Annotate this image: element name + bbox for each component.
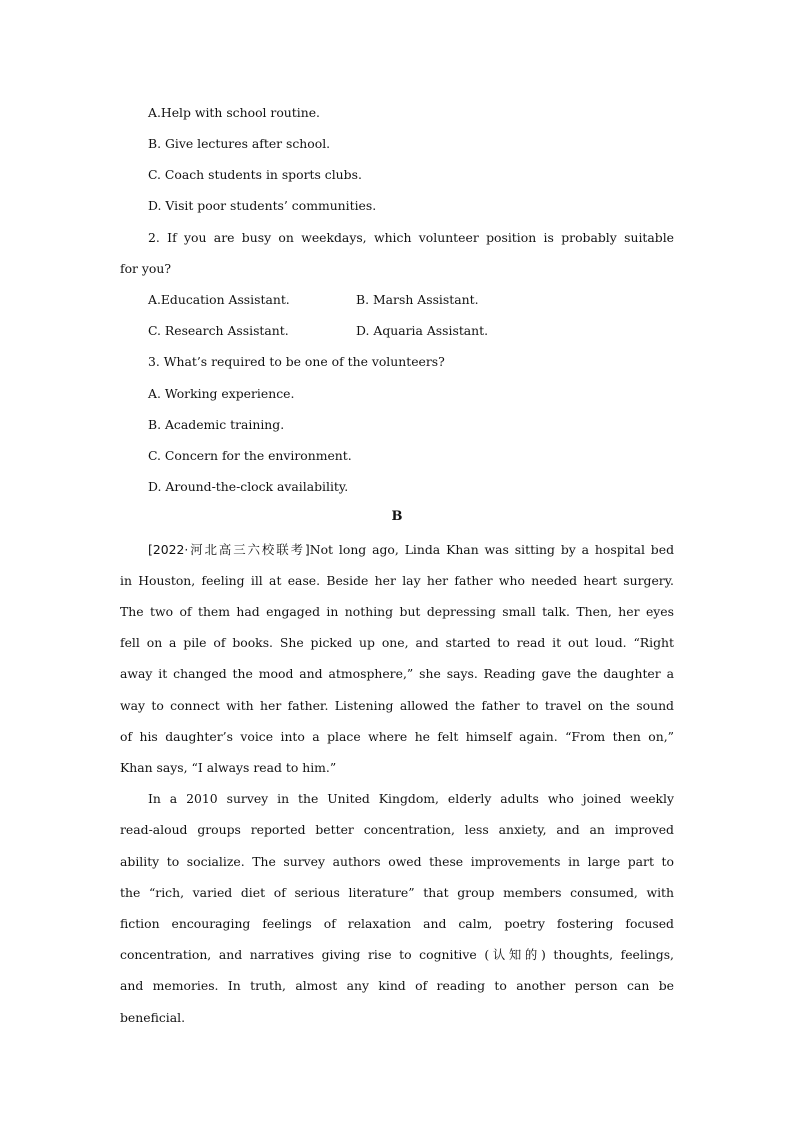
q2-option-c: C. Research Assistant.: [148, 323, 289, 338]
passage-para2-line3: ability to socialize. The survey authors owed these improvements in large part to: [120, 854, 674, 869]
q1-option-d: D. Visit poor students’ communities.: [148, 198, 377, 213]
passage-para1-line3: The two of them had engaged in nothing but depressing small talk. Then, her eyes: [120, 604, 674, 619]
passage-para2-line6: concentration, and narratives giving rise to cognitive (认知的) thoughts, feelings,: [120, 947, 674, 962]
passage-para1-text: Not long ago, Linda Khan was sitting by a hospital bed: [309, 542, 674, 557]
passage-para2-line1: In a 2010 survey in the United Kingdom, elderly adults who joined weekly: [148, 791, 674, 806]
passage-para2-line2: read-aloud groups reported better concentration, less anxiety, and an improved: [120, 822, 674, 837]
q3-option-d: D. Around-the-clock availability.: [148, 479, 349, 494]
q1-option-b: B. Give lectures after school.: [148, 136, 331, 151]
q1-option-a: A.Help with school routine.: [148, 105, 320, 120]
q2-stem-line2: for you?: [120, 261, 171, 276]
passage-para2-line4: the “rich, varied diet of serious literature” that group members consumed, with: [120, 885, 674, 900]
q3-stem: 3. What’s required to be one of the volunteers?: [148, 354, 445, 369]
passage-para2-line5: fiction encouraging feelings of relaxation and calm, poetry fostering focused: [120, 916, 674, 931]
passage-para1-line4: fell on a pile of books. She picked up one, and started to read it out loud. “Right: [120, 635, 674, 650]
passage-para1-line5: away it changed the mood and atmosphere,” she says. Reading gave the daughter a: [120, 666, 674, 681]
passage-para1-line6: way to connect with her father. Listening allowed the father to travel on the sound: [120, 698, 674, 713]
passage-para2-line7: and memories. In truth, almost any kind of reading to another person can be: [120, 978, 674, 993]
q3-option-c: C. Concern for the environment.: [148, 448, 352, 463]
q3-option-b: B. Academic training.: [148, 417, 285, 432]
q2-option-d: D. Aquaria Assistant.: [356, 323, 489, 338]
passage-para1-line1: [148, 541, 674, 559]
passage-para1-line8: Khan says, “I always read to him.”: [120, 760, 337, 775]
q2-option-b: B. Marsh Assistant.: [356, 292, 479, 307]
passage-para1-line7: of his daughter’s voice into a place where he felt himself again. “From then on,”: [120, 729, 674, 744]
passage-source: [2022·河北高三六校联考]: [148, 542, 310, 557]
q1-option-c: C. Coach students in sports clubs.: [148, 167, 362, 182]
q2-option-a: A.Education Assistant.: [148, 292, 290, 307]
passage-para2-line8: beneficial.: [120, 1010, 186, 1025]
q3-option-a: A. Working experience.: [148, 386, 295, 401]
passage-para1-line2: in Houston, feeling ill at ease. Beside her lay her father who needed heart surgery.: [120, 573, 674, 588]
q2-stem-line1: 2. If you are busy on weekdays, which volunteer position is probably suitable: [148, 230, 674, 245]
section-heading: B: [391, 509, 403, 524]
